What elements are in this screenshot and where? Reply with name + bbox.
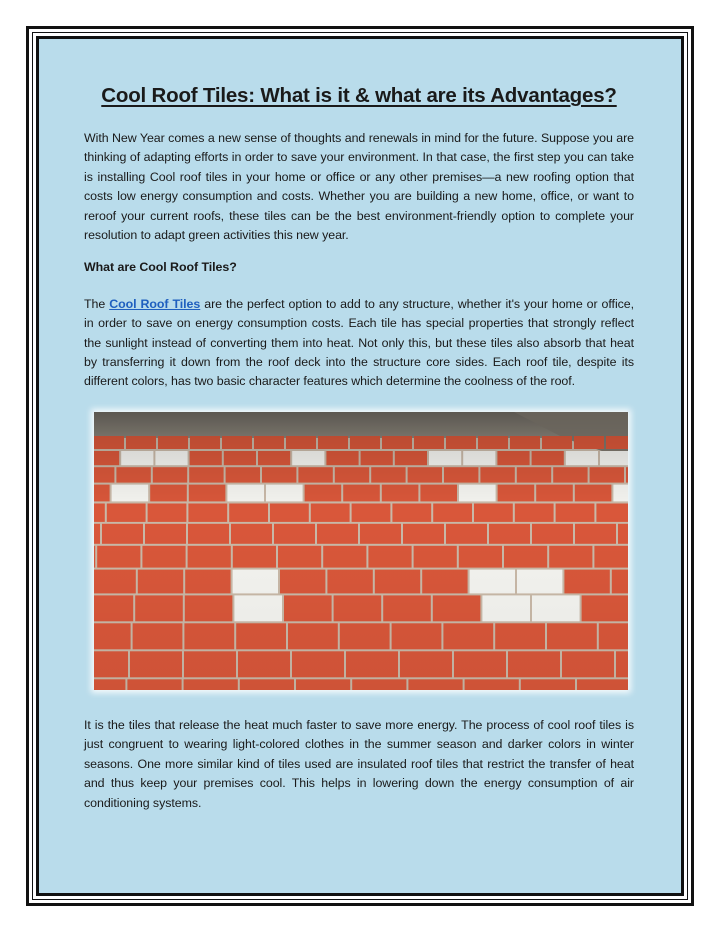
document-title: Cool Roof Tiles: What is it & what are its Advantages? [101,84,617,107]
section-text-before-link: The [84,296,110,311]
document-body [84,84,634,813]
roof-tiles-photo [94,412,628,690]
section-heading: What are Cool Roof Tiles? [84,260,237,275]
cool-roof-tiles-link[interactable]: Cool Roof Tiles [109,296,201,311]
closing-paragraph: It is the tiles that release the heat much faster to save more energy. The process of cool roof tiles is just congruent to wearing light-colored clothes in the summer season and darker colors in winter seasons. One more similar kind of tiles used are insulated roof tiles that restrict the transfer of heat and thus keep your premises cool. This helps in lowering down the energy consumption of air conditioning systems. [84,717,634,810]
section-paragraph [84,295,634,392]
roof-tiles-image [94,412,628,690]
intro-paragraph: With New Year comes a new sense of thoughts and renewals in mind for the future. Suppose you are thinking of adapting efforts in order to save your environment. In that case, the first step you can take is installing Cool roof tiles in your home or office or any other premises—a new roofing option that costs low energy consumption and costs. Whether you are building a new home, office, or want to reroof your current roofs, these tiles can be the best environment-friendly option to complete your resolution to adapt green activities this new year. [84,131,634,243]
section-text-after-link: are the perfect option to add to any structure, whether it's your home or office, in order to save on energy consumption costs. Each tile has special properties that strongly reflect the sunlight instead of converting them into heat. Not only this, but these tiles also absorb that heat by transferring it down from the roof deck into the structure core sides. Each roof tile, despite its different colors, has two basic character features which determine the coolness of the roof. [84,296,635,389]
